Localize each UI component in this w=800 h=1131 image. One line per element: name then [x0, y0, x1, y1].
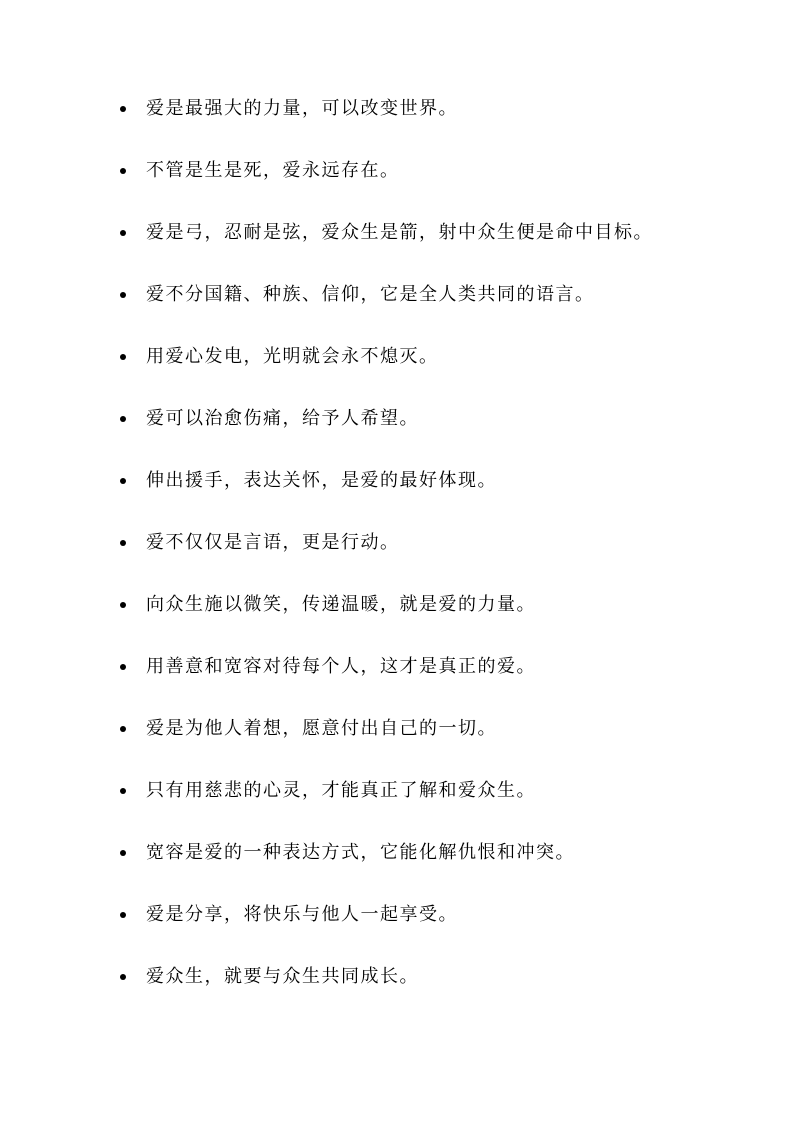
bullet-icon	[120, 788, 126, 794]
bullet-icon	[120, 292, 126, 298]
list-item-text: 伸出援手，表达关怀，是爱的最好体现。	[146, 470, 497, 491]
list-item	[0, 822, 800, 884]
list-item	[0, 78, 800, 140]
list-item	[0, 760, 800, 822]
list-item	[0, 636, 800, 698]
list-item-text: 只有用慈悲的心灵，才能真正了解和爱众生。	[146, 780, 536, 801]
list-item-text: 不管是生是死，爱永远存在。	[146, 160, 400, 181]
bullet-icon	[120, 912, 126, 918]
bullet-icon	[120, 416, 126, 422]
bullet-icon	[120, 726, 126, 732]
list-item	[0, 574, 800, 636]
list-item	[0, 884, 800, 946]
list-item-text: 用善意和宽容对待每个人，这才是真正的爱。	[146, 656, 536, 677]
list-item-text: 爱不分国籍、种族、信仰，它是全人类共同的语言。	[146, 284, 595, 305]
bullet-icon	[120, 602, 126, 608]
bullet-icon	[120, 478, 126, 484]
bullet-list	[0, 78, 800, 1008]
list-item-text: 爱众生，就要与众生共同成长。	[146, 966, 419, 987]
bullet-icon	[120, 974, 126, 980]
list-item-text: 爱是分享，将快乐与他人一起享受。	[146, 904, 458, 925]
list-item-text: 宽容是爱的一种表达方式，它能化解仇恨和冲突。	[146, 842, 575, 863]
list-item	[0, 512, 800, 574]
list-item	[0, 264, 800, 326]
list-item	[0, 326, 800, 388]
bullet-icon	[120, 106, 126, 112]
bullet-icon	[120, 850, 126, 856]
list-item-text: 爱是为他人着想，愿意付出自己的一切。	[146, 718, 497, 739]
bullet-icon	[120, 230, 126, 236]
list-item	[0, 946, 800, 1008]
list-item-text: 爱是最强大的力量，可以改变世界。	[146, 98, 458, 119]
list-item	[0, 388, 800, 450]
list-item-text: 向众生施以微笑，传递温暖，就是爱的力量。	[146, 594, 536, 615]
list-item	[0, 698, 800, 760]
bullet-icon	[120, 540, 126, 546]
list-item	[0, 140, 800, 202]
bullet-icon	[120, 168, 126, 174]
bullet-icon	[120, 354, 126, 360]
list-item-text: 爱是弓，忍耐是弦，爱众生是箭，射中众生便是命中目标。	[146, 222, 653, 243]
list-item	[0, 202, 800, 264]
bullet-icon	[120, 664, 126, 670]
list-item	[0, 450, 800, 512]
list-item-text: 爱可以治愈伤痛，给予人希望。	[146, 408, 419, 429]
list-item-text: 爱不仅仅是言语，更是行动。	[146, 532, 400, 553]
list-item-text: 用爱心发电，光明就会永不熄灭。	[146, 346, 439, 367]
